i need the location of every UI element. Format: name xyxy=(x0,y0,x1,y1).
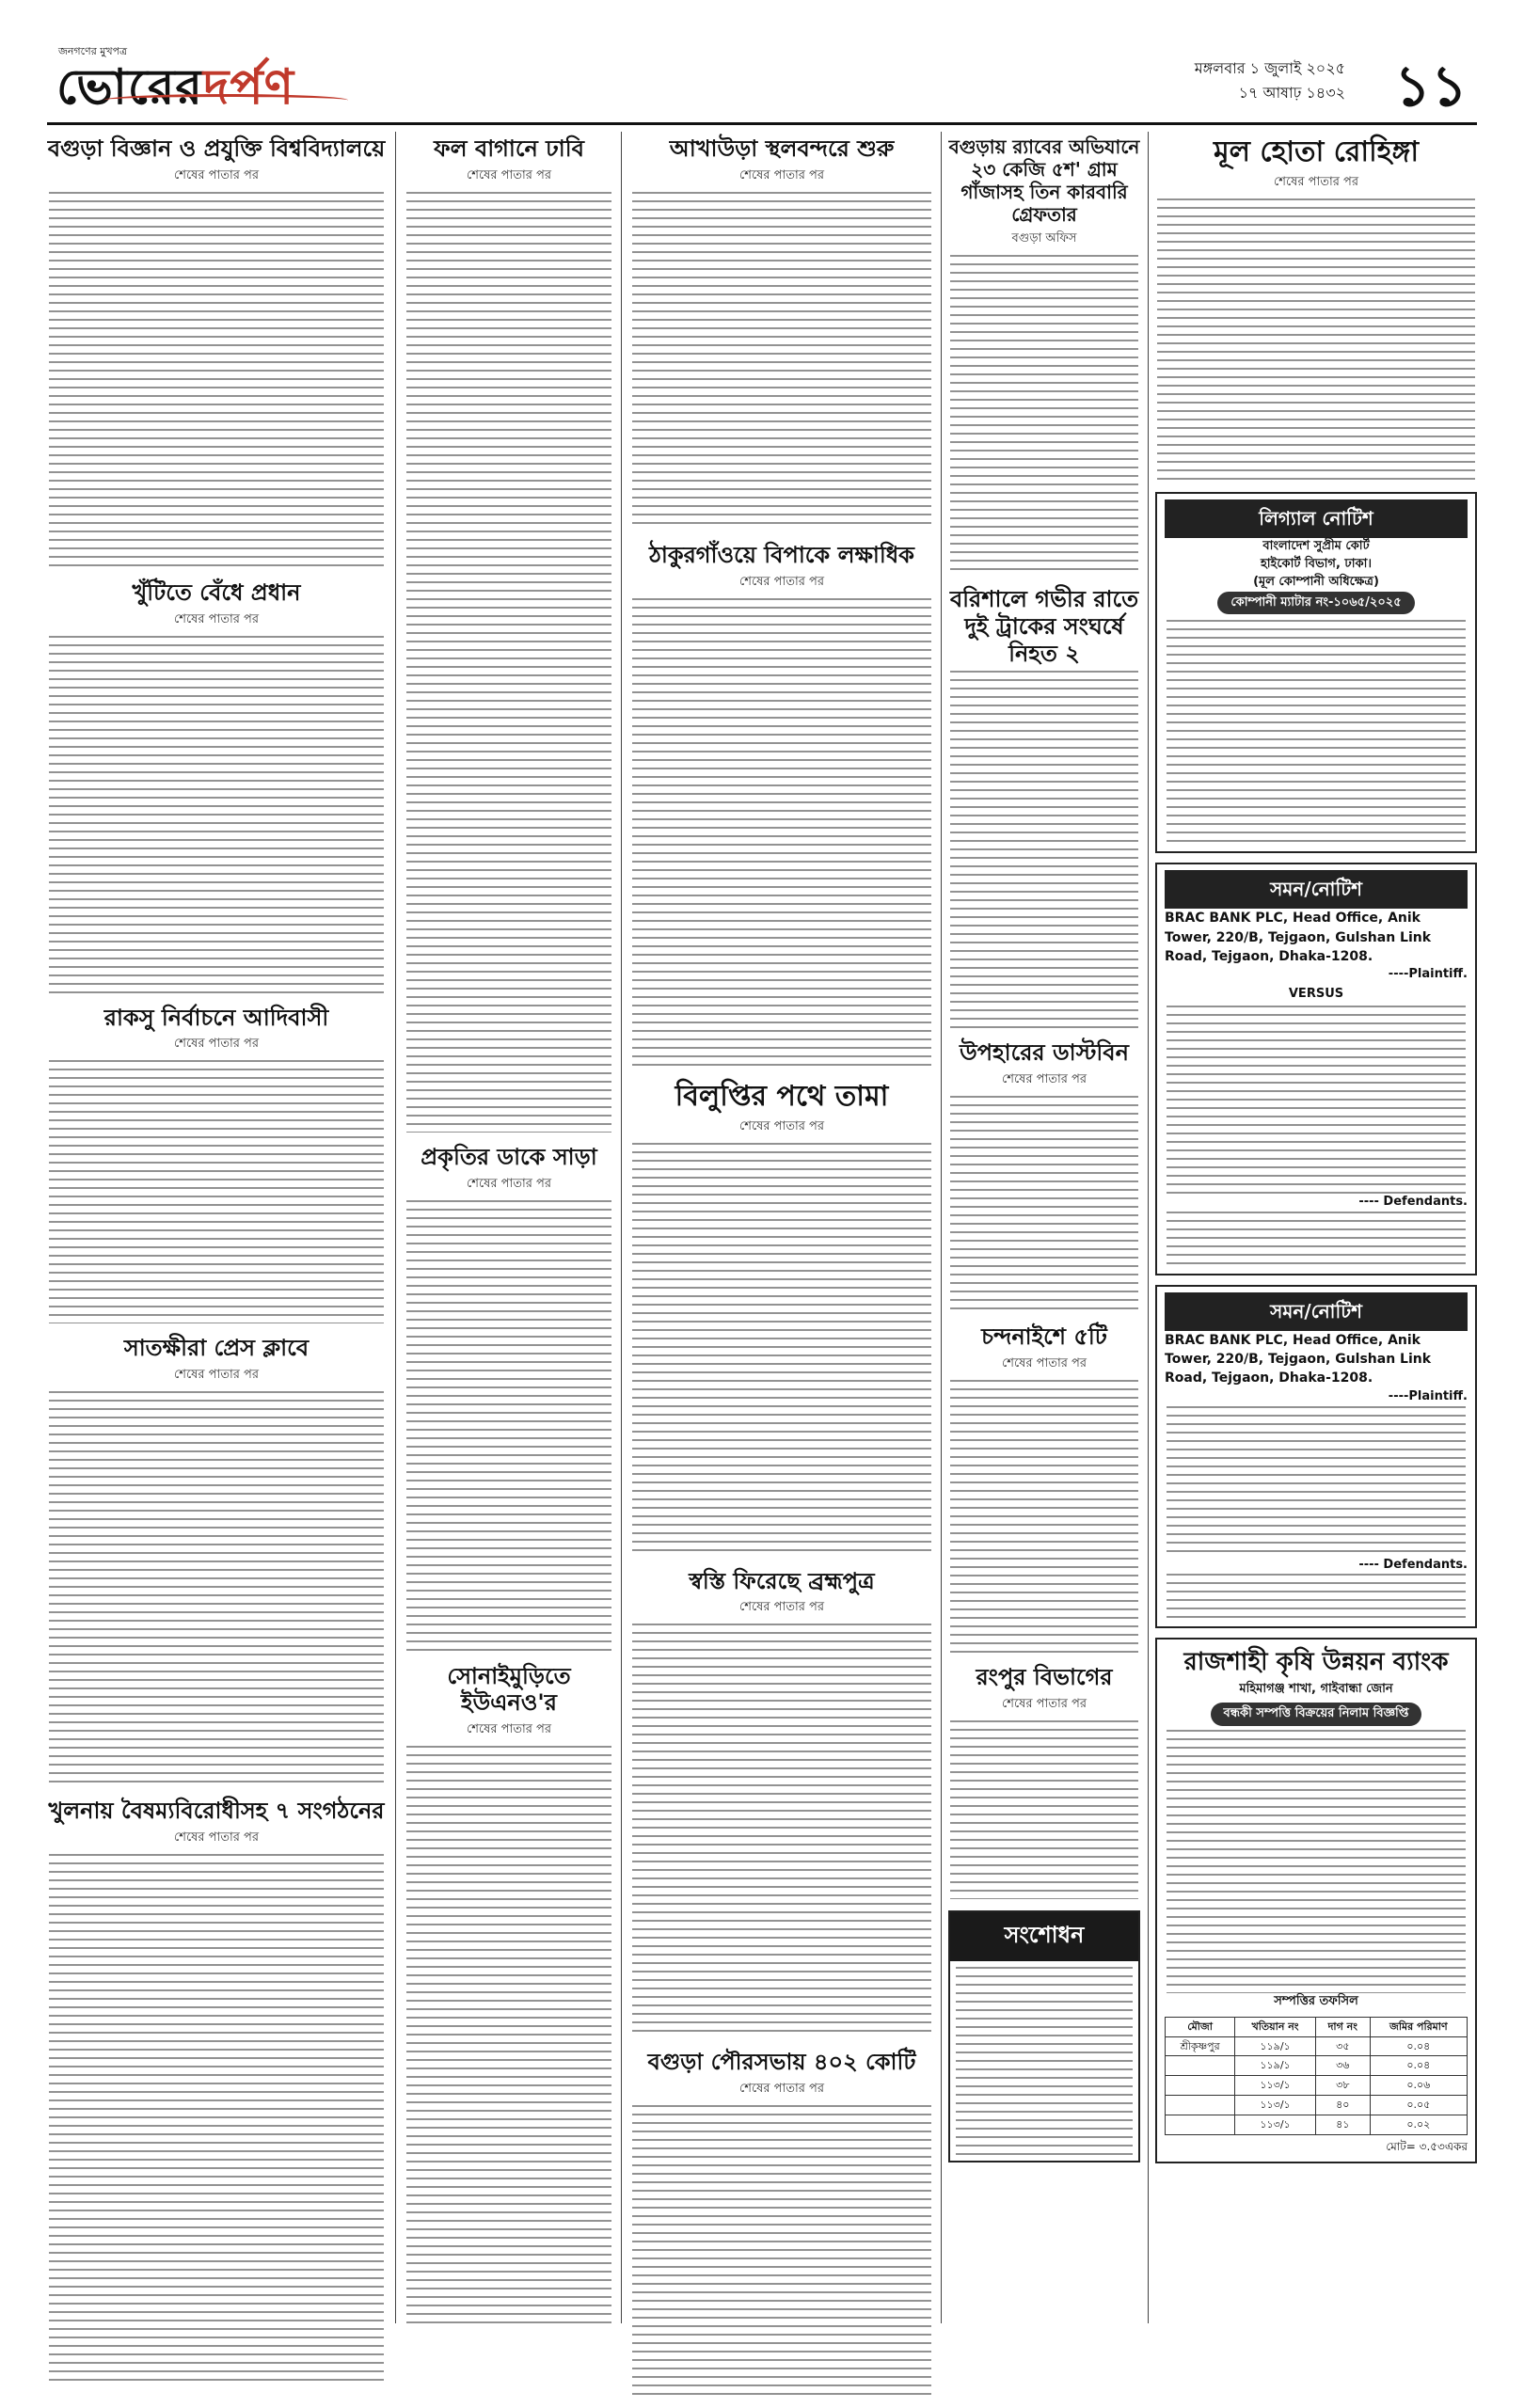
article-continuation: শেষের পাতার পর xyxy=(173,1368,260,1383)
case-number: কোম্পানী ম্যাটার নং-১০৬৫/২০২৫ xyxy=(1217,592,1414,615)
auction-body xyxy=(1167,1730,1466,1993)
table-header: জমির পরিমাণ xyxy=(1370,2017,1467,2036)
article-headline: সাতক্ষীরা প্রেস ক্লাবে xyxy=(123,1335,310,1362)
summons-notice xyxy=(1155,863,1477,1275)
total-area: মোট= ৩.৫৩একর xyxy=(1386,2140,1468,2154)
article-body xyxy=(632,1624,931,2037)
article-body xyxy=(49,1854,384,2381)
article-body xyxy=(49,192,384,568)
article-headline: বগুড়া বিজ্ঞান ও প্রযুক্তি বিশ্ববিদ্যালয়ে xyxy=(47,135,386,162)
column-divider xyxy=(621,132,622,2323)
article-body xyxy=(49,636,384,993)
article-body xyxy=(1157,198,1475,481)
defendants-list xyxy=(1167,1406,1466,1557)
article-headline: উপহারের ডাস্টবিন xyxy=(960,1039,1129,1067)
defendants-list xyxy=(1167,1006,1466,1194)
correction-box xyxy=(948,1910,1140,2162)
table-row: ১১৩/১ ৪০ ০.০৫ xyxy=(1166,2096,1468,2115)
article-headline: বগুড়ায় র‍্যাবের অভিযানে ২৩ কেজি ৫শ' গ্রাম গাঁজাসহ তিন কারবারি গ্রেফতার xyxy=(948,135,1140,226)
article-continuation: শেষের পাতার পর xyxy=(738,574,825,589)
column-divider xyxy=(395,132,396,2323)
article xyxy=(405,1144,613,1652)
legal-notice-title: লিগ্যাল নোটিশ xyxy=(1165,499,1468,538)
page-number: ১১ xyxy=(1394,54,1468,119)
article-headline: ঠাকুরগাঁওয়ে বিপাকে লক্ষাধিক xyxy=(649,541,914,568)
article-body xyxy=(950,255,1138,575)
article-continuation: শেষের পাতার পর xyxy=(173,167,260,182)
article-headline: বগুড়া পৌরসভায় ৪০২ কোটি xyxy=(647,2049,916,2076)
article xyxy=(47,135,386,568)
plaintiff-name: BRAC BANK PLC, Head Office, Anik Tower, 220/B, Tejgaon, Gulshan Link Road, Tejgaon, Dhaka-1208. xyxy=(1165,911,1432,964)
versus-label: VERSUS xyxy=(1288,987,1344,1002)
article xyxy=(948,135,1140,575)
column-5 xyxy=(1155,132,1477,2173)
property-schedule-table xyxy=(1165,2017,1468,2136)
logo-swoosh-icon xyxy=(103,94,348,106)
newspaper-logo xyxy=(56,49,294,131)
article-body xyxy=(632,2105,931,2397)
tagline: জনগণের মুখপত্র xyxy=(58,45,128,57)
plaintiff-name: BRAC BANK PLC, Head Office, Anik Tower, 220/B, Tejgaon, Gulshan Link Road, Tejgaon, Dhaka-1208. xyxy=(1165,1332,1432,1386)
article-continuation: শেষের পাতার পর xyxy=(173,611,260,626)
article xyxy=(630,1080,933,1557)
article-body xyxy=(49,1060,384,1323)
article xyxy=(47,1798,386,2381)
date-bengali: ১৭ আষাঢ় ১৪৩২ xyxy=(1238,83,1345,102)
article xyxy=(1155,135,1477,481)
article-headline: প্রকৃতির ডাকে সাড়া xyxy=(421,1143,597,1170)
summons-body xyxy=(1167,1212,1466,1268)
table-row: ১১৩/১ ৪১ ০.০২ xyxy=(1166,2115,1468,2135)
article-headline: চন্দনাইশে ৫টি xyxy=(981,1323,1107,1351)
article xyxy=(47,1335,386,1786)
column-4 xyxy=(948,132,1140,2174)
article-headline: বিলুপ্তির পথে তামা xyxy=(675,1079,889,1113)
summons-notice-2 xyxy=(1155,1285,1477,1629)
article-body xyxy=(632,598,931,1069)
article-headline: রাকসু নির্বাচনে আদিবাসী xyxy=(103,1004,329,1031)
article-body xyxy=(950,1720,1138,1899)
article-body xyxy=(406,1746,611,2329)
legal-notice xyxy=(1155,492,1477,853)
article-continuation: শেষের পাতার পর xyxy=(1001,1355,1087,1370)
article xyxy=(948,1323,1140,1653)
column-3 xyxy=(630,132,933,2408)
article-continuation: শেষের পাতার পর xyxy=(738,2082,825,2097)
defendants-label: ---- Defendants. xyxy=(1358,1194,1468,1209)
summons-body xyxy=(1167,1574,1466,1621)
article-dateline: বগুড়া অফিস xyxy=(1011,231,1077,246)
article-continuation: শেষের পাতার পর xyxy=(738,1118,825,1133)
column-divider xyxy=(1148,132,1149,2323)
article-headline: আখাউড়া স্থলবন্দরে শুরু xyxy=(669,135,895,162)
article-body xyxy=(950,671,1138,1028)
article-continuation: শেষের পাতার পর xyxy=(1001,1696,1087,1711)
table-header: খতিয়ান নং xyxy=(1235,2017,1316,2036)
article-continuation: শেষের পাতার পর xyxy=(173,1037,260,1052)
article xyxy=(630,542,933,1069)
table-header: দাগ নং xyxy=(1315,2017,1370,2036)
auction-notice xyxy=(1155,1638,1477,2162)
article-body xyxy=(632,1143,931,1557)
article xyxy=(948,586,1140,1028)
table-row: শ্রীকৃষ্ণপুর ১১৯/১ ৩৫ ০.০৪ xyxy=(1166,2036,1468,2056)
plaintiff-label: ----Plaintiff. xyxy=(1388,1388,1468,1403)
article-continuation: শেষের পাতার পর xyxy=(738,167,825,182)
article-headline: মূল হোতা রোহিঙ্গা xyxy=(1213,135,1420,168)
article xyxy=(630,2049,933,2397)
defendants-label: ---- Defendants. xyxy=(1358,1557,1468,1572)
article-headline: স্বস্তি ফিরেছে ব্রহ্মপুত্র xyxy=(689,1567,875,1594)
table-row: ১১৯/১ ৩৬ ০.০৪ xyxy=(1166,2056,1468,2076)
article-headline: সোনাইমুড়িতে ইউএনও'র xyxy=(447,1662,571,1717)
article-continuation: শেষের পাতার পর xyxy=(1001,1072,1087,1087)
schedule-title: সম্পত্তির তফসিল xyxy=(1274,1993,1358,2008)
masthead xyxy=(47,38,1477,125)
article xyxy=(630,1568,933,2038)
summons-title: সমন/নোটিশ xyxy=(1165,870,1468,909)
column-2 xyxy=(405,132,613,2340)
logo-word-1: ভোরের xyxy=(56,59,204,116)
article xyxy=(405,1663,613,2330)
table-row: ১১৩/১ ৩৮ ০.০৬ xyxy=(1166,2076,1468,2096)
court-name: বাংলাদেশ সুপ্রীম কোর্ট xyxy=(1262,539,1370,553)
article-continuation: শেষের পাতার পর xyxy=(738,1600,825,1615)
article-body xyxy=(406,192,611,1133)
issue-date xyxy=(1195,56,1345,104)
article-continuation: শেষের পাতার পর xyxy=(466,1176,552,1191)
article-continuation: শেষের পাতার পর xyxy=(466,1722,552,1737)
article-continuation: শেষের পাতার পর xyxy=(466,167,552,182)
article-headline: খুলনায় বৈষম্যবিরোধীসহ ৭ সংগঠনের xyxy=(48,1798,385,1825)
article xyxy=(948,1664,1140,1899)
correction-body xyxy=(956,1967,1133,2155)
article-headline: রংপুর বিভাগের xyxy=(976,1663,1113,1690)
article-continuation: শেষের পাতার পর xyxy=(1273,175,1359,189)
article-body xyxy=(406,1200,611,1652)
bank-branch: মহিমাগঞ্জ শাখা, গাইবান্ধা জোন xyxy=(1239,1682,1393,1697)
article xyxy=(47,579,386,993)
column-1 xyxy=(47,132,386,2392)
article xyxy=(948,1039,1140,1312)
article-body xyxy=(49,1391,384,1786)
article-headline: ফল বাগানে ঢাবি xyxy=(434,135,584,162)
article-body xyxy=(950,1096,1138,1312)
table-header: মৌজা xyxy=(1166,2017,1235,2036)
date-gregorian: মঙ্গলবার ১ জুলাই ২০২৫ xyxy=(1194,59,1345,77)
court-division: হাইকোর্ট বিভাগ, ঢাকা। xyxy=(1260,556,1373,571)
court-jurisdiction: (মূল কোম্পানী অধিক্ষেত্র) xyxy=(1253,574,1379,589)
legal-notice-body xyxy=(1167,620,1466,846)
plaintiff-label: ----Plaintiff. xyxy=(1388,967,1468,982)
auction-title: বন্ধকী সম্পত্তি বিক্রয়ের নিলাম বিজ্ঞপ্তি xyxy=(1211,1703,1422,1726)
bank-name: রাজশাহী কৃষি উন্নয়ন ব্যাংক xyxy=(1183,1648,1449,1677)
article-headline: খুঁটিতে বেঁধে প্রধান xyxy=(132,578,301,606)
correction-title: সংশোধন xyxy=(950,1912,1138,1961)
article-continuation: শেষের পাতার পর xyxy=(173,1830,260,1845)
article xyxy=(630,135,933,531)
logo-word-2: দর্পণ xyxy=(203,59,295,116)
article-body xyxy=(950,1380,1138,1653)
article-body xyxy=(632,192,931,531)
summons-title: সমন/নোটিশ xyxy=(1165,1292,1468,1331)
article xyxy=(405,135,613,1133)
article-headline: বরিশালে গভীর রাতে দুই ট্রাকের সংঘর্ষে নিহত ২ xyxy=(949,586,1139,667)
article xyxy=(47,1005,386,1324)
column-divider xyxy=(941,132,942,2323)
